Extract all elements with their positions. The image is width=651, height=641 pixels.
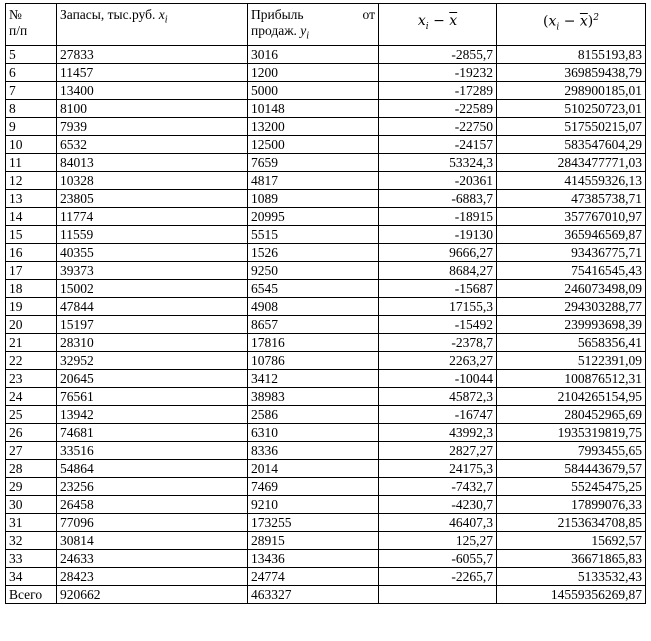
squared-formula bbox=[500, 13, 642, 33]
cell-profit: 5000 bbox=[248, 82, 379, 100]
cell-deviation: 125,27 bbox=[379, 532, 497, 550]
cell-profit: 1526 bbox=[248, 244, 379, 262]
cell-deviation: -4230,7 bbox=[379, 496, 497, 514]
cell-number: 16 bbox=[6, 244, 57, 262]
cell-stocks: 24633 bbox=[57, 550, 248, 568]
cell-squared-deviation: 517550215,07 bbox=[497, 118, 646, 136]
table-row bbox=[6, 226, 646, 244]
table-row bbox=[6, 568, 646, 586]
cell-profit: 13200 bbox=[248, 118, 379, 136]
cell-deviation: -10044 bbox=[379, 370, 497, 388]
cell-deviation: -20361 bbox=[379, 172, 497, 190]
cell-deviation: 45872,3 bbox=[379, 388, 497, 406]
cell-deviation: -22750 bbox=[379, 118, 497, 136]
cell-stocks: 11559 bbox=[57, 226, 248, 244]
cell-squared-deviation: 584443679,57 bbox=[497, 460, 646, 478]
table-body bbox=[6, 46, 646, 586]
cell-stocks: 77096 bbox=[57, 514, 248, 532]
cell-profit: 6310 bbox=[248, 424, 379, 442]
cell-squared-deviation: 55245475,25 bbox=[497, 478, 646, 496]
cell-squared-deviation: 583547604,29 bbox=[497, 136, 646, 154]
cell-number: 21 bbox=[6, 334, 57, 352]
table-row bbox=[6, 154, 646, 172]
cell-stocks: 6532 bbox=[57, 136, 248, 154]
cell-squared-deviation: 75416545,43 bbox=[497, 262, 646, 280]
table-row bbox=[6, 478, 646, 496]
cell-profit: 4817 bbox=[248, 172, 379, 190]
cell-stocks: 28423 bbox=[57, 568, 248, 586]
cell-profit: 5515 bbox=[248, 226, 379, 244]
cell-number: 24 bbox=[6, 388, 57, 406]
sq-close: ) bbox=[587, 13, 594, 30]
cell-stocks: 11457 bbox=[57, 64, 248, 82]
cell-deviation: 43992,3 bbox=[379, 424, 497, 442]
table-row bbox=[6, 460, 646, 478]
cell-deviation: 2827,27 bbox=[379, 442, 497, 460]
cell-profit: 20995 bbox=[248, 208, 379, 226]
cell-number: 10 bbox=[6, 136, 57, 154]
table-row bbox=[6, 496, 646, 514]
table-row bbox=[6, 100, 646, 118]
sq-open: ( bbox=[542, 13, 549, 30]
cell-squared-deviation: 5133532,43 bbox=[497, 568, 646, 586]
cell-deviation: -18915 bbox=[379, 208, 497, 226]
cell-squared-deviation: 239993698,39 bbox=[497, 316, 646, 334]
cell-number: 17 bbox=[6, 262, 57, 280]
table-row bbox=[6, 244, 646, 262]
cell-number: 22 bbox=[6, 352, 57, 370]
cell-deviation: -17289 bbox=[379, 82, 497, 100]
cell-stocks: 10328 bbox=[57, 172, 248, 190]
formula-x: x bbox=[417, 13, 426, 29]
table-row bbox=[6, 532, 646, 550]
cell-number: 29 bbox=[6, 478, 57, 496]
cell-number: 20 bbox=[6, 316, 57, 334]
total-label: Всего bbox=[6, 586, 57, 604]
total-sq: 14559356269,87 bbox=[497, 586, 646, 604]
cell-squared-deviation: 369859438,79 bbox=[497, 64, 646, 82]
table-row bbox=[6, 136, 646, 154]
cell-number: 9 bbox=[6, 118, 57, 136]
cell-squared-deviation: 365946569,87 bbox=[497, 226, 646, 244]
cell-stocks: 13400 bbox=[57, 82, 248, 100]
table-row bbox=[6, 64, 646, 82]
cell-stocks: 30814 bbox=[57, 532, 248, 550]
cell-squared-deviation: 5658356,41 bbox=[497, 334, 646, 352]
cell-squared-deviation: 2153634708,85 bbox=[497, 514, 646, 532]
cell-number: 30 bbox=[6, 496, 57, 514]
cell-deviation: -19232 bbox=[379, 64, 497, 82]
deviation-formula bbox=[382, 13, 493, 32]
cell-stocks: 47844 bbox=[57, 298, 248, 316]
total-y: 463327 bbox=[248, 586, 379, 604]
sq-mean: $\overline{x}$ bbox=[579, 13, 588, 30]
total-row bbox=[6, 586, 646, 604]
cell-number: 6 bbox=[6, 64, 57, 82]
cell-deviation: -19130 bbox=[379, 226, 497, 244]
cell-stocks: 23805 bbox=[57, 190, 248, 208]
cell-profit: 9250 bbox=[248, 262, 379, 280]
cell-stocks: 54864 bbox=[57, 460, 248, 478]
cell-number: 31 bbox=[6, 514, 57, 532]
header-profit-line2: продаж. bbox=[251, 22, 301, 38]
cell-number: 18 bbox=[6, 280, 57, 298]
cell-stocks: 20645 bbox=[57, 370, 248, 388]
cell-profit: 3412 bbox=[248, 370, 379, 388]
cell-profit: 1089 bbox=[248, 190, 379, 208]
header-stocks-label: Запасы, тыс.руб. bbox=[60, 7, 159, 22]
header-squared-deviation bbox=[497, 4, 646, 46]
total-x: 920662 bbox=[57, 586, 248, 604]
table-row bbox=[6, 208, 646, 226]
cell-number: 11 bbox=[6, 154, 57, 172]
cell-deviation: -22589 bbox=[379, 100, 497, 118]
cell-profit: 28915 bbox=[248, 532, 379, 550]
cell-deviation: 46407,3 bbox=[379, 514, 497, 532]
data-table bbox=[5, 3, 646, 604]
cell-profit: 173255 bbox=[248, 514, 379, 532]
cell-squared-deviation: 1935319819,75 bbox=[497, 424, 646, 442]
cell-deviation: -2855,7 bbox=[379, 46, 497, 64]
header-number-sign: № bbox=[9, 7, 22, 22]
table-row bbox=[6, 550, 646, 568]
cell-stocks: 13942 bbox=[57, 406, 248, 424]
cell-profit: 2586 bbox=[248, 406, 379, 424]
cell-deviation: 9666,27 bbox=[379, 244, 497, 262]
cell-squared-deviation: 100876512,31 bbox=[497, 370, 646, 388]
cell-number: 5 bbox=[6, 46, 57, 64]
cell-number: 7 bbox=[6, 82, 57, 100]
cell-profit: 10148 bbox=[248, 100, 379, 118]
header-profit-var: y bbox=[300, 22, 307, 38]
header-profit-sub: i bbox=[306, 30, 310, 42]
cell-stocks: 40355 bbox=[57, 244, 248, 262]
sq-sub: i bbox=[556, 22, 560, 33]
cell-deviation: -15492 bbox=[379, 316, 497, 334]
cell-stocks: 7939 bbox=[57, 118, 248, 136]
header-profit-word2: от bbox=[362, 7, 375, 22]
table-row bbox=[6, 280, 646, 298]
cell-deviation: 8684,27 bbox=[379, 262, 497, 280]
table-row bbox=[6, 118, 646, 136]
cell-stocks: 32952 bbox=[57, 352, 248, 370]
cell-squared-deviation: 2843477771,03 bbox=[497, 154, 646, 172]
cell-profit: 6545 bbox=[248, 280, 379, 298]
cell-number: 23 bbox=[6, 370, 57, 388]
cell-squared-deviation: 510250723,01 bbox=[497, 100, 646, 118]
cell-profit: 8657 bbox=[248, 316, 379, 334]
table-row bbox=[6, 46, 646, 64]
cell-profit: 38983 bbox=[248, 388, 379, 406]
cell-profit: 13436 bbox=[248, 550, 379, 568]
table-row bbox=[6, 190, 646, 208]
table-row bbox=[6, 352, 646, 370]
cell-number: 33 bbox=[6, 550, 57, 568]
cell-stocks: 39373 bbox=[57, 262, 248, 280]
cell-profit: 7469 bbox=[248, 478, 379, 496]
table-row bbox=[6, 514, 646, 532]
cell-profit: 8336 bbox=[248, 442, 379, 460]
header-row-number bbox=[6, 4, 57, 46]
formula-sub: i bbox=[425, 21, 429, 32]
cell-squared-deviation: 36671865,83 bbox=[497, 550, 646, 568]
cell-profit: 9210 bbox=[248, 496, 379, 514]
cell-stocks: 26458 bbox=[57, 496, 248, 514]
formula-minus: − bbox=[428, 13, 450, 29]
cell-stocks: 28310 bbox=[57, 334, 248, 352]
cell-squared-deviation: 2104265154,95 bbox=[497, 388, 646, 406]
cell-squared-deviation: 357767010,97 bbox=[497, 208, 646, 226]
cell-number: 26 bbox=[6, 424, 57, 442]
cell-stocks: 33516 bbox=[57, 442, 248, 460]
cell-profit: 2014 bbox=[248, 460, 379, 478]
cell-squared-deviation: 280452965,69 bbox=[497, 406, 646, 424]
sq-pow: 2 bbox=[593, 13, 599, 23]
cell-squared-deviation: 93436775,71 bbox=[497, 244, 646, 262]
table-row bbox=[6, 334, 646, 352]
cell-number: 28 bbox=[6, 460, 57, 478]
cell-deviation: 24175,3 bbox=[379, 460, 497, 478]
cell-number: 15 bbox=[6, 226, 57, 244]
header-stocks-var: x bbox=[158, 7, 165, 22]
cell-profit: 3016 bbox=[248, 46, 379, 64]
cell-stocks: 23256 bbox=[57, 478, 248, 496]
cell-squared-deviation: 298900185,01 bbox=[497, 82, 646, 100]
sq-minus: − bbox=[559, 13, 580, 30]
formula-mean: $\overline{x}$ bbox=[449, 13, 458, 29]
cell-stocks: 74681 bbox=[57, 424, 248, 442]
cell-stocks: 8100 bbox=[57, 100, 248, 118]
header-deviation bbox=[379, 4, 497, 46]
cell-deviation: -6883,7 bbox=[379, 190, 497, 208]
cell-squared-deviation: 294303288,77 bbox=[497, 298, 646, 316]
cell-deviation: -16747 bbox=[379, 406, 497, 424]
table-row bbox=[6, 424, 646, 442]
cell-profit: 4908 bbox=[248, 298, 379, 316]
cell-stocks: 15002 bbox=[57, 280, 248, 298]
sq-x: x bbox=[548, 13, 557, 30]
header-row bbox=[6, 4, 646, 46]
header-stocks-sub: i bbox=[164, 14, 168, 26]
cell-deviation: -2378,7 bbox=[379, 334, 497, 352]
cell-number: 19 bbox=[6, 298, 57, 316]
cell-profit: 17816 bbox=[248, 334, 379, 352]
cell-deviation: 17155,3 bbox=[379, 298, 497, 316]
table-row bbox=[6, 406, 646, 424]
cell-stocks: 84013 bbox=[57, 154, 248, 172]
table-row bbox=[6, 172, 646, 190]
cell-profit: 24774 bbox=[248, 568, 379, 586]
cell-squared-deviation: 5122391,09 bbox=[497, 352, 646, 370]
cell-profit: 1200 bbox=[248, 64, 379, 82]
cell-number: 14 bbox=[6, 208, 57, 226]
table-row bbox=[6, 388, 646, 406]
cell-number: 27 bbox=[6, 442, 57, 460]
cell-stocks: 15197 bbox=[57, 316, 248, 334]
header-profit bbox=[248, 4, 379, 46]
cell-squared-deviation: 414559326,13 bbox=[497, 172, 646, 190]
cell-number: 13 bbox=[6, 190, 57, 208]
cell-deviation: -15687 bbox=[379, 280, 497, 298]
cell-deviation: -6055,7 bbox=[379, 550, 497, 568]
table-row bbox=[6, 316, 646, 334]
cell-number: 12 bbox=[6, 172, 57, 190]
cell-number: 8 bbox=[6, 100, 57, 118]
cell-stocks: 76561 bbox=[57, 388, 248, 406]
cell-squared-deviation: 8155193,83 bbox=[497, 46, 646, 64]
table-row bbox=[6, 370, 646, 388]
cell-stocks: 11774 bbox=[57, 208, 248, 226]
cell-profit: 10786 bbox=[248, 352, 379, 370]
cell-deviation: -24157 bbox=[379, 136, 497, 154]
cell-stocks: 27833 bbox=[57, 46, 248, 64]
total-dev bbox=[379, 586, 497, 604]
cell-squared-deviation: 246073498,09 bbox=[497, 280, 646, 298]
cell-number: 32 bbox=[6, 532, 57, 550]
header-profit-word1: Прибыль bbox=[251, 7, 304, 22]
cell-deviation: -7432,7 bbox=[379, 478, 497, 496]
table-row bbox=[6, 82, 646, 100]
cell-number: 34 bbox=[6, 568, 57, 586]
table-row bbox=[6, 298, 646, 316]
table-row bbox=[6, 262, 646, 280]
cell-deviation: 2263,27 bbox=[379, 352, 497, 370]
table-row bbox=[6, 442, 646, 460]
header-stocks bbox=[57, 4, 248, 46]
cell-squared-deviation: 17899076,33 bbox=[497, 496, 646, 514]
cell-deviation: -2265,7 bbox=[379, 568, 497, 586]
cell-squared-deviation: 47385738,71 bbox=[497, 190, 646, 208]
cell-profit: 12500 bbox=[248, 136, 379, 154]
cell-number: 25 bbox=[6, 406, 57, 424]
header-pp: п/п bbox=[9, 22, 28, 38]
cell-deviation: 53324,3 bbox=[379, 154, 497, 172]
cell-squared-deviation: 15692,57 bbox=[497, 532, 646, 550]
cell-squared-deviation: 7993455,65 bbox=[497, 442, 646, 460]
cell-profit: 7659 bbox=[248, 154, 379, 172]
